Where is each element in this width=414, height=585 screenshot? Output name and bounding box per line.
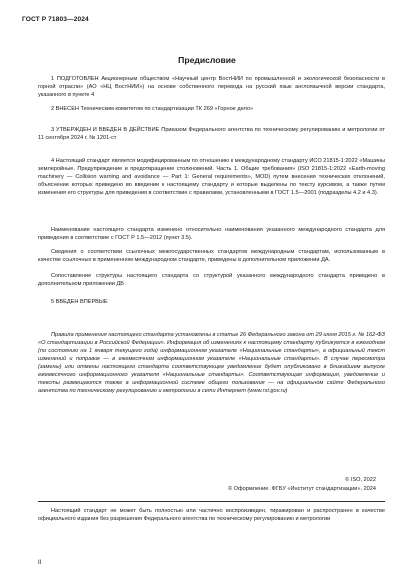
section-4-references: Сведения о соответствии ссылочных межгосударственных стандартов международным стандартам, использованным в качестве ссылочных в примененном международном стандарте, приведены в дополнительном приложении ДА. [38, 249, 385, 263]
standard-id: ГОСТ Р 71803—2024 [22, 16, 89, 23]
page-title: Предисловие [178, 55, 236, 65]
divider [38, 501, 385, 502]
rules-notice: Правила применения настоящего стандарта установлены в статье 26 Федерального закона от 29 июня 2015 г. № 162-ФЗ «О стандартизации в Российской Федерации». Информация об изменениях к настоящему стандарту публикуется в ежегодном (по состоянию на 1 января текущего года) информационном указателе «Национальные стандарты», а официальный текст изменений и поправок — в ежемесячном информационном указателе «Национальные стандарты». В случае пересмотра (замены) или отмены настоящего стандарта соответствующее уведомление будет опубликовано в ближайшем выпуске ежемесячного информационного указателя «Национальные стандарты». Соответствующая информация, уведомление и тексты размещаются также в информационной системе общего пользования — на официальном сайте Федерального агентства по техническому регулированию и метрологии в сети Интернет (www.rst.gov.ru) [38, 332, 385, 394]
section-4-title-change: Наименование настоящего стандарта изменено относительно наименования указанного международного стандарта для приведения в соответствие с ГОСТ Р 1.5—2012 (пункт 3.5). [38, 227, 385, 241]
section-2-submitted: 2 ВНЕСЕН Техническим комитетом по стандартизации ТК 269 «Горное дело» [51, 106, 254, 112]
copyright-design: © Оформление. ФГБУ «Институт стандартизации», 2024 [227, 486, 376, 492]
section-4-structure: Сопоставление структуры настоящего стандарта со структурой указанного международного стандарта приведено в дополнительном приложении ДБ [38, 273, 385, 287]
copyright-iso: © ISO, 2022 [345, 477, 376, 483]
section-1-prepared: 1 ПОДГОТОВЛЕН Акционерным обществом «Научный центр ВостНИИ по промышленной и экологической безопасности в горной отрасли» (АО «НЦ ВостНИИ») на основе собственного перевода на русский язык англоязычной версии стандарта, указанного в пункте 4 [38, 76, 385, 98]
section-3-approved: 3 УТВЕРЖДЕН И ВВЕДЕН В ДЕЙСТВИЕ Приказом Федерального агентства по техническому регулированию и метрологии от 11 сентября 2024 г. № 1201-ст [38, 127, 385, 141]
section-4-modification: 4 Настоящий стандарт является модифицированным по отношению к международному стандарту ИСО 21815-1:2022 «Машины землеройные. Предупреждение и предотвращение столкновений. Часть 1. Общие требования» (ISO 21815-1:2022 «Earth-moving machinery — Collision warning and avoidance — Part 1: General requirements», MOD) путем внесения технических отклонений, объяснение которых приведено во введении к настоящему стандарту и которые выделены по тексту курсивом, а также путем изменения его структуры для приведения в соответствие с правилами, установленными в ГОСТ 1.5—2001 (подразделы 4.2 и 4.3). [38, 158, 385, 196]
section-5-first-introduced: 5 ВВЕДЕН ВПЕРВЫЕ [51, 299, 108, 305]
page-number: II [38, 560, 42, 566]
reproduction-notice: Настоящий стандарт не может быть полностью или частично воспроизведен, тиражирован и распространен в качестве официального издания без разрешения Федерального агентства по техническому регулированию и метрологии [38, 508, 385, 522]
